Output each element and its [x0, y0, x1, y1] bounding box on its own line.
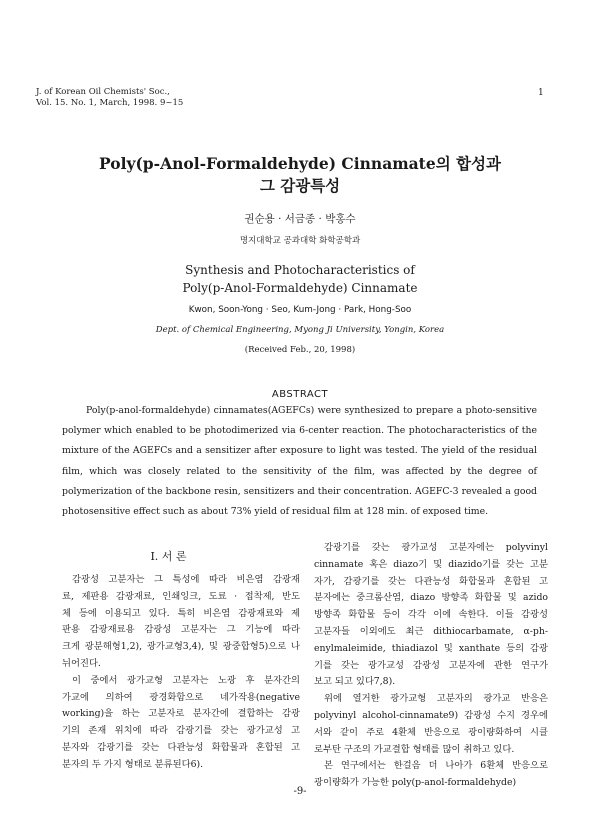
paragraph-line: 크게 광분해형1,2), 광가교형3,4), 및 광중합형5)으로 나	[62, 641, 300, 653]
paragraph-line: 감광성 고분자는 그 특성에 따라 비은염 감광재	[72, 574, 300, 585]
paragraph-line: 자가, 감광기를 갖는 다관능성 화합물과 혼합된 고	[314, 575, 548, 587]
korean-title-line-1: Poly(p-Anol-Formaldehyde) Cinnamate의 합성과	[99, 154, 501, 173]
abstract-line: Poly(p-anol-formaldehyde) cinnamates(AGEFCs) were synthesized to prepare a photo-sensitive	[86, 405, 537, 416]
paragraph-line: 기를 갖는 광가교성 감광성 고분자에 관한 연구가	[314, 659, 548, 671]
paragraph-line: 보고 되고 있다7,8).	[314, 676, 396, 688]
korean-affiliation: 명지대학교 공과대학 화학공학과	[239, 236, 361, 246]
paragraph-line: 이 중에서 광가교형 고분자는 노광 후 분자간의	[72, 674, 300, 686]
right-column-body	[314, 540, 548, 792]
journal-citation	[36, 87, 183, 109]
journal-line-1: J. of Korean Oil Chemists' Soc.,	[36, 87, 170, 97]
abstract-line: polymer which enabled to be photodimerized via 6-center reaction. The photocharacteristics of the	[62, 425, 537, 436]
abstract-heading: ABSTRACT	[271, 389, 329, 400]
paragraph-line: 가교에 의하여 광경화함으로 네가작용(negative	[62, 691, 300, 703]
paragraph-line: 본 연구에서는 한걸음 더 나아가 6환체 반응으로	[324, 760, 548, 772]
paragraph-line: 기의 존재 위치에 따라 감광기를 갖는 광가교성 고	[62, 725, 300, 737]
paragraph-line: polyvinyl alcohol-cinnamate9) 감광성 수지 경우에	[314, 709, 548, 721]
abstract-line: mixture of the AGEFCs and a sensitizer after exposure to light was tested. The yield of the residual	[62, 445, 537, 456]
paragraph-line: 위에 열거한 광가교형 고분자의 광가교 반응은	[324, 693, 548, 705]
paragraph-line: 체 등에 이용되고 있다. 특히 비은염 감광재료와 제	[62, 607, 300, 619]
english-affiliation: Dept. of Chemical Engineering, Myong Ji University, Yongin, Korea	[155, 325, 445, 335]
english-title-line-2: Poly(p-Anol-Formaldehyde) Cinnamate	[182, 281, 418, 295]
page-number-top: 1	[538, 88, 544, 98]
paragraph-line: 고분자들 이외에도 최근 dithiocarbamate, α-ph-	[314, 625, 548, 637]
paragraph-line: 광이량화가 가능한 poly(p-anol-formaldehyde)	[314, 777, 517, 789]
paragraph-line: 판용 감광재료용 감광성 고분자는 그 기능에 따라	[62, 624, 300, 636]
paragraph-line: 료, 제판용 감광재료, 인쇄잉크, 도료 · 접착제, 반도	[62, 590, 300, 602]
journal-line-2: Vol. 15. No. 1, March, 1998. 9~15	[36, 98, 184, 108]
paragraph-line: 방향족 화합물 등이 각각 이에 속한다. 이들 감광성	[314, 609, 548, 621]
left-column-body	[62, 572, 300, 774]
paragraph-line: 감광기를 갖는 광가교성 고분자에는 polyvinyl	[324, 542, 548, 553]
paragraph-line: cinnamate 혹은 diazo기 및 diazido기를 갖는 고분	[314, 558, 548, 570]
section-heading-introduction: Ⅰ. 서 론	[150, 550, 187, 563]
paragraph-line: working)을 하는 고분자로 분자간에 결합하는 감광	[62, 708, 300, 720]
abstract-line: polymerization of the backbone resin, sensitizers and their concentration. AGEFC-3 revealed a good	[62, 486, 537, 497]
paragraph-line: enylmaleimide, thiadiazol 및 xanthate 등의 감광	[314, 642, 548, 654]
paragraph-line: 분자와 감광기를 갖는 다관능성 화합물과 혼합된 고	[62, 741, 300, 753]
korean-title-line-2: 그 감광특성	[259, 176, 341, 195]
paragraph-line: 뉘어진다.	[62, 657, 101, 669]
received-date: (Received Feb., 20, 1998)	[244, 345, 356, 355]
english-authors: Kwon, Soon-Yong · Seo, Kum-Jong · Park, Hong-Soo	[188, 305, 412, 315]
korean-authors: 권순용 · 서금종 · 박홍수	[244, 213, 356, 225]
paragraph-line: 로부탄 구조의 가교결합 형태를 많이 취하고 있다.	[314, 743, 515, 755]
paragraph-line: 분자의 두 가지 형태로 분류된다6).	[62, 758, 204, 770]
english-title-line-1: Synthesis and Photocharacteristics of	[185, 263, 415, 277]
abstract-line: photosensitive effect such as about 73% yield of residual film at 128 min. of exposed time.	[62, 506, 489, 517]
abstract-line: film, which was closely related to the sensitivity of the film, was affected by the degree of	[62, 466, 537, 477]
page-number-bottom: -9-	[293, 786, 307, 797]
paragraph-line: 분자에는 중크롬산염, diazo 방향족 화합물 및 azido	[314, 592, 548, 604]
paragraph-line: 서와 같이 주로 4환체 반응으로 광이량화하여 시클	[314, 726, 548, 738]
